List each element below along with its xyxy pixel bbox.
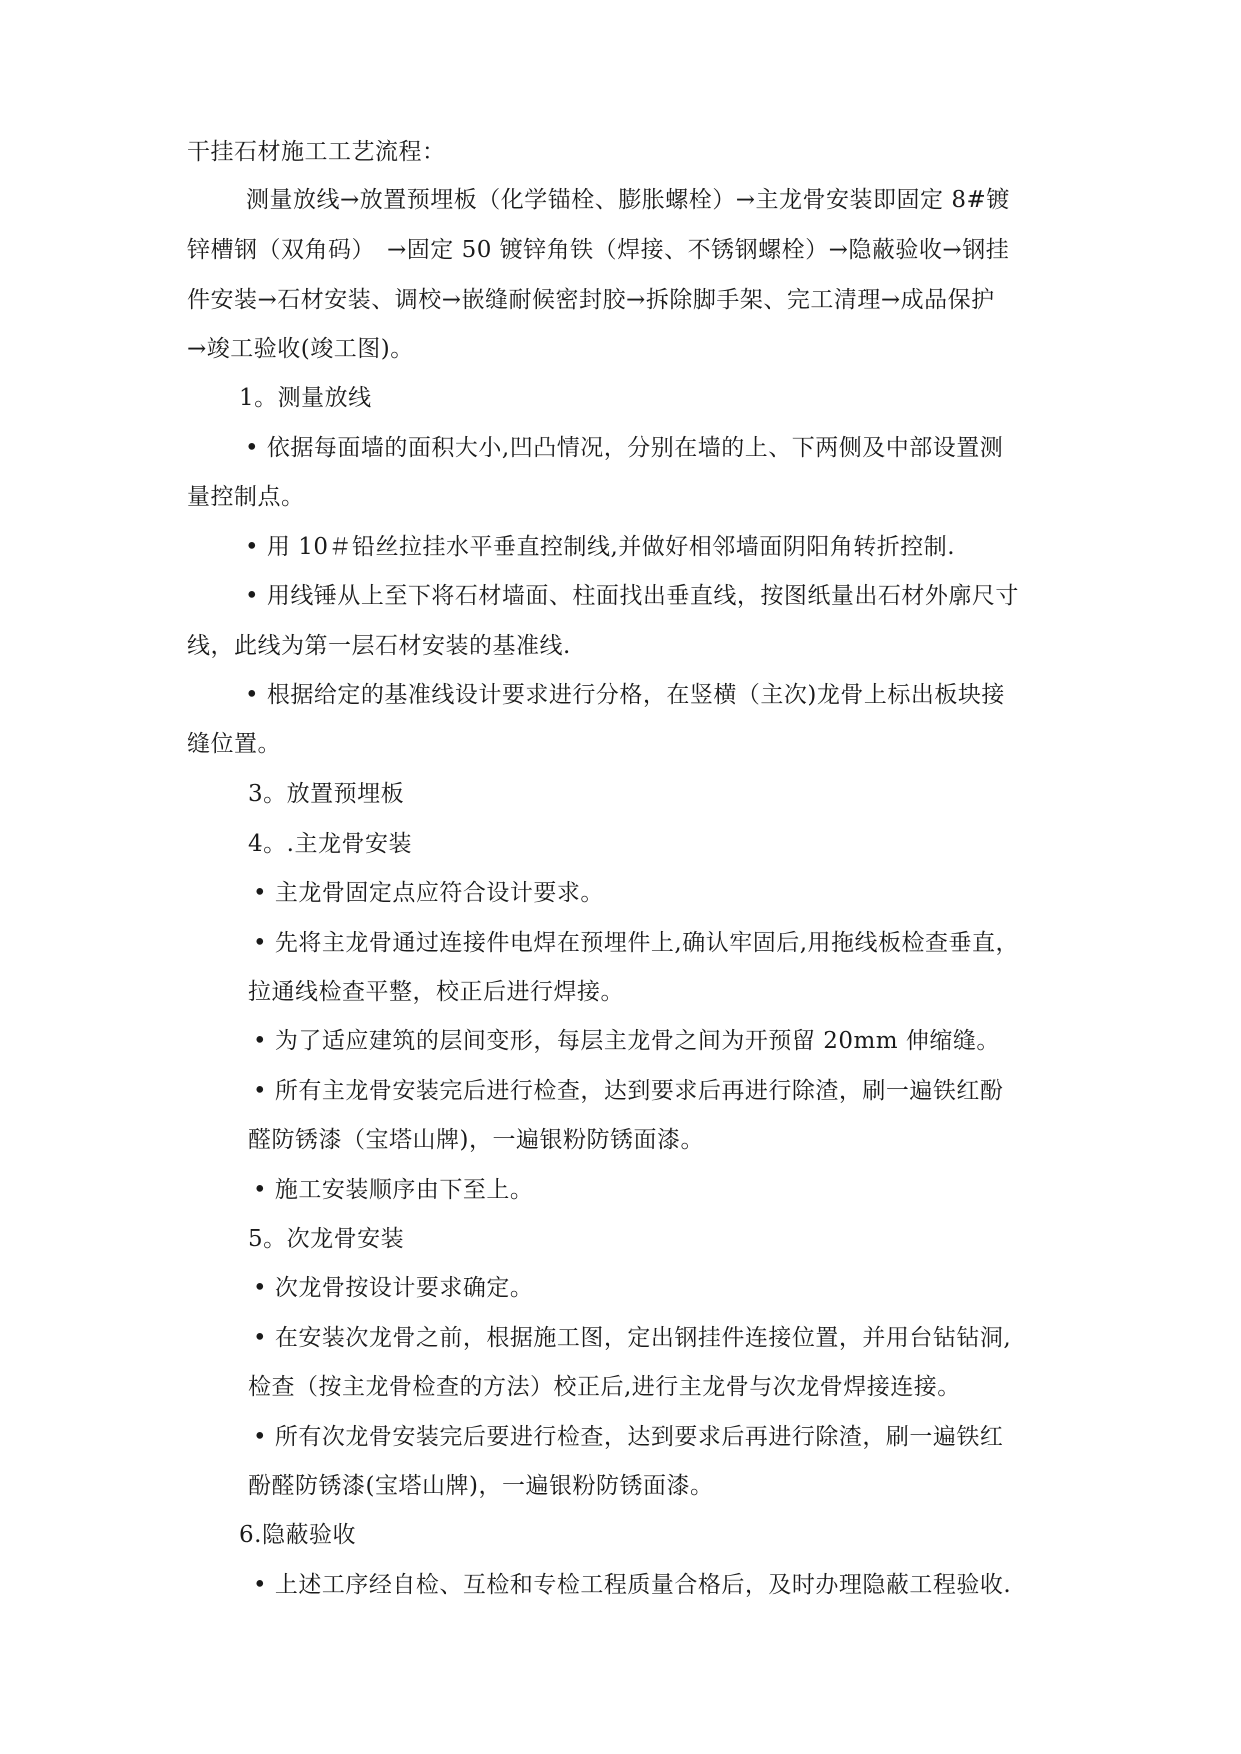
- paragraph-line: • 所有次龙骨安装完后要进行检查，达到要求后再进行除渣，刷一遍铁红: [253, 1424, 1004, 1450]
- flow-line: 锌槽钢（双角码） →固定 50 镀锌角铁（焊接、不锈钢螺栓）→隐蔽验收→钢挂: [187, 237, 1010, 263]
- paragraph-line: • 主龙骨固定点应符合设计要求。: [253, 880, 604, 906]
- paragraph-line: • 为了适应建筑的层间变形，每层主龙骨之间为开预留 20mm 伸缩缝。: [253, 1028, 1000, 1054]
- paragraph-line: • 施工安装顺序由下至上。: [253, 1177, 534, 1203]
- paragraph-line: 拉通线检查平整，校正后进行焊接。: [248, 979, 624, 1005]
- paragraph-line: • 所有主龙骨安装完后进行检查，达到要求后再进行除渣，刷一遍铁红酚: [253, 1078, 1004, 1104]
- paragraph-line: 酚醛防锈漆(宝塔山牌)，一遍银粉防锈面漆。: [248, 1473, 714, 1499]
- paragraph-line: • 在安装次龙骨之前，根据施工图，定出钢挂件连接位置，并用台钻钻洞,: [253, 1325, 1012, 1351]
- section-heading: 4。.主龙骨安装: [248, 831, 412, 857]
- paragraph-line: • 依据每面墙的面积大小,凹凸情况，分别在墙的上、下两侧及中部设置测: [245, 435, 1004, 461]
- section-heading: 1。测量放线: [239, 385, 372, 411]
- paragraph-line: • 次龙骨按设计要求确定。: [253, 1275, 534, 1301]
- section-heading: 6.隐蔽验收: [239, 1522, 356, 1548]
- document-title: 干挂石材施工工艺流程：: [187, 139, 446, 165]
- paragraph-line: 缝位置。: [187, 731, 281, 757]
- section-heading: 5。次龙骨安装: [248, 1226, 405, 1252]
- flow-line: 测量放线→放置预埋板（化学锚栓、膨胀螺栓）→主龙骨安装即固定 8#镀: [246, 187, 1010, 213]
- paragraph-line: • 上述工序经自检、互检和专检工程质量合格后，及时办理隐蔽工程验收.: [253, 1572, 1012, 1598]
- section-heading: 3。放置预埋板: [248, 781, 405, 807]
- paragraph-line: • 先将主龙骨通过连接件电焊在预埋件上,确认牢固后,用拖线板检查垂直，: [253, 930, 1019, 956]
- flow-line: 件安装→石材安装、调校→嵌缝耐候密封胶→拆除脚手架、完工清理→成品保护: [187, 287, 995, 313]
- paragraph-line: • 用线锤从上至下将石材墙面、柱面找出垂直线，按图纸量出石材外廓尺寸: [245, 583, 1019, 609]
- paragraph-line: 检查（按主龙骨检查的方法）校正后,进行主龙骨与次龙骨焊接连接。: [248, 1374, 961, 1400]
- paragraph-line: • 用 10＃铅丝拉挂水平垂直控制线,并做好相邻墙面阴阳角转折控制.: [245, 534, 956, 560]
- paragraph-line: • 根据给定的基准线设计要求进行分格，在竖横（主次)龙骨上标出板块接: [245, 682, 1005, 708]
- paragraph-line: 量控制点。: [187, 484, 305, 510]
- flow-line: →竣工验收(竣工图)。: [187, 336, 414, 362]
- paragraph-line: 醛防锈漆（宝塔山牌)，一遍银粉防锈面漆。: [248, 1127, 704, 1153]
- paragraph-line: 线，此线为第一层石材安装的基准线.: [187, 633, 571, 659]
